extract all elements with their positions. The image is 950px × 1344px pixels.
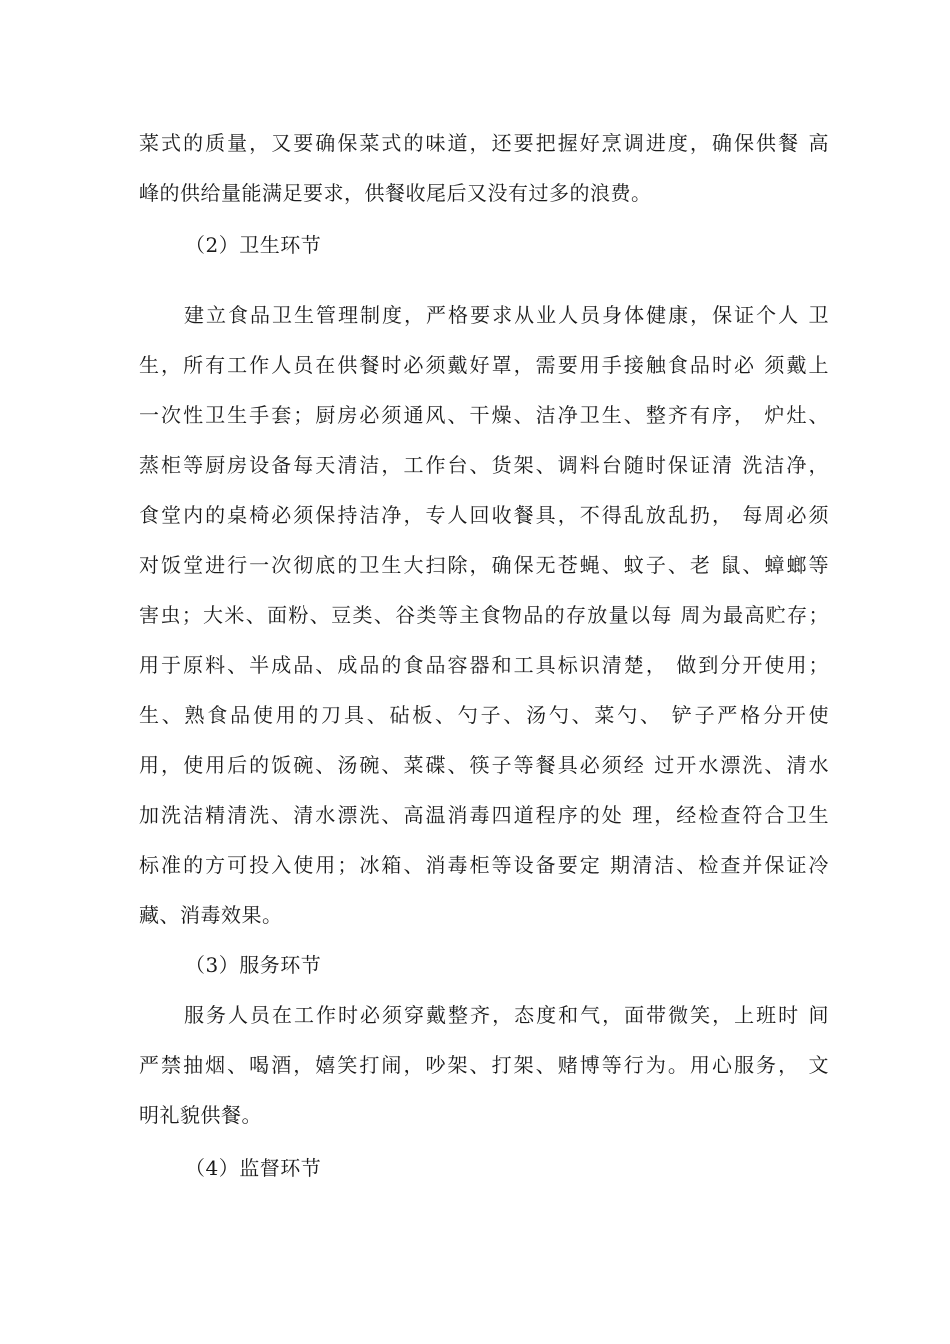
paragraph-2-line-8: 用于原料、半成品、成品的食品容器和工具标识清楚， 做到分开使用； [139,653,829,677]
paragraph-2-line-5: 食堂内的桌椅必须保持洁净，专人回收餐具，不得乱放乱扔， 每周必须 [139,503,829,527]
paragraph-3-line-3: 明礼貌供餐。 [139,1103,262,1127]
paragraph-2-line-4: 蒸柜等厨房设备每天清洁，工作台、货架、调料台随时保证清 洗洁净， [139,453,829,477]
paragraph-2-line-1: 建立食品卫生管理制度，严格要求从业人员身体健康，保证个人 卫 [184,303,829,327]
paragraph-2-line-9: 生、熟食品使用的刀具、砧板、勺子、汤勺、菜勺、 铲子严格分开使 [139,703,829,727]
paragraph-2-line-10: 用，使用后的饭碗、汤碗、菜碟、筷子等餐具必须经 过开水漂洗、清水 [139,753,829,777]
paragraph-1-line-2: 峰的供给量能满足要求，供餐收尾后又没有过多的浪费。 [139,181,652,205]
paragraph-2-line-7: 害虫；大米、面粉、豆类、谷类等主食物品的存放量以每 周为最高贮存； [139,603,829,627]
paragraph-2-line-6: 对饭堂进行一次彻底的卫生大扫除，确保无苍蝇、蚊子、老 鼠、蟑螂等 [139,553,829,577]
paragraph-1-line-1: 菜式的质量，又要确保菜式的味道，还要把握好烹调进度，确保供餐 高 [139,131,829,155]
paragraph-3-line-1: 服务人员在工作时必须穿戴整齐，态度和气，面带微笑，上班时 间 [184,1003,829,1027]
paragraph-2-line-12: 标准的方可投入使用；冰箱、消毒柜等设备要定 期清洁、检查并保证冷 [139,853,829,877]
paragraph-2-line-3: 一次性卫生手套；厨房必须通风、干燥、洁净卫生、整齐有序， 炉灶、 [139,403,829,427]
paragraph-2-line-13: 藏、消毒效果。 [139,903,283,927]
paragraph-2-line-2: 生，所有工作人员在供餐时必须戴好罩，需要用手接触食品时必 须戴上 [139,353,829,377]
section-heading-hygiene: （2）卫生环节 [185,233,322,257]
paragraph-3-line-2: 严禁抽烟、喝酒，嬉笑打闹，吵架、打架、赌博等行为。用心服务， 文 [139,1053,829,1077]
section-heading-supervision: （4）监督环节 [185,1156,322,1180]
paragraph-2-line-11: 加洗洁精清洗、清水漂洗、高温消毒四道程序的处 理，经检查符合卫生 [139,803,829,827]
section-heading-service: （3）服务环节 [185,953,322,977]
